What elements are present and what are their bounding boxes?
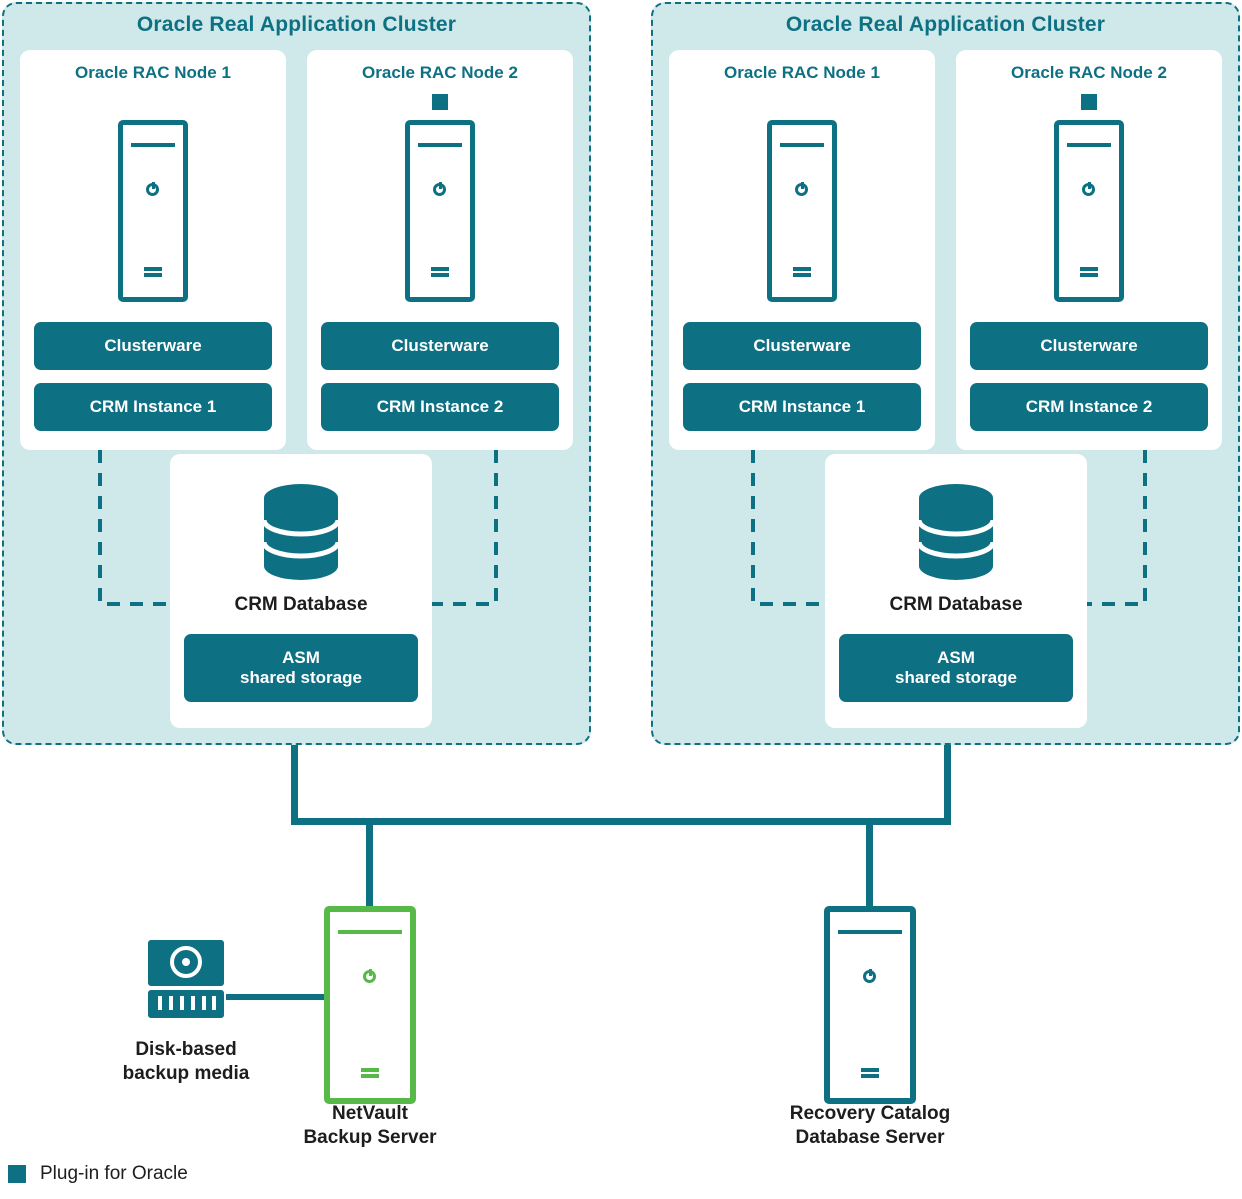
recovery-catalog-database-server (824, 906, 916, 1104)
connector-disk-to-netvault (226, 994, 330, 1000)
clusterware-pill: Clusterware (34, 322, 272, 370)
recovery-catalog-label (740, 1102, 1000, 1150)
power-button-icon (433, 183, 446, 196)
drive-bay-icon (338, 930, 402, 934)
connector-horizontal-bus (291, 818, 951, 825)
asm-line-1: ASM (937, 647, 975, 667)
netvault-backup-server (324, 906, 416, 1104)
cluster-2-title: Oracle Real Application Cluster (785, 13, 1106, 36)
vent-icon (361, 1068, 379, 1078)
crm-database-card-2 (825, 454, 1087, 728)
netvault-backup-server-label (240, 1102, 500, 1150)
connector-cluster2-down (944, 745, 951, 825)
power-button-icon (863, 970, 876, 983)
asm-line-1: ASM (282, 647, 320, 667)
crm-instance-pill: CRM Instance 2 (321, 383, 559, 431)
asm-shared-storage-pill (184, 634, 418, 702)
server-tower-icon (118, 120, 188, 302)
power-button-icon (146, 183, 159, 196)
drive-bay-icon (1067, 143, 1111, 147)
rac-node-card-1-2 (307, 50, 573, 450)
drive-bay-icon (780, 143, 824, 147)
netvault-label-line1: NetVault (331, 1103, 409, 1124)
server-tower-icon (767, 120, 837, 302)
rac-node-card-2-2 (956, 50, 1222, 450)
server-tower-icon (1054, 120, 1124, 302)
disk-backup-media-label-line1: Disk-based (135, 1039, 237, 1060)
server-tower-icon (405, 120, 475, 302)
legend (8, 1163, 188, 1185)
rac-node-2-1-title: Oracle RAC Node 1 (724, 63, 880, 82)
legend-label: Plug-in for Oracle (40, 1163, 188, 1184)
clusterware-pill: Clusterware (683, 322, 921, 370)
power-button-icon (1082, 183, 1095, 196)
asm-line-2: shared storage (895, 668, 1017, 687)
crm-database-label: CRM Database (889, 594, 1023, 615)
disk-backup-media-label-line2: backup media (122, 1062, 250, 1084)
rac-node-card-2-1 (669, 50, 935, 450)
crm-database-label: CRM Database (234, 594, 368, 615)
recovery-catalog-label-line1: Recovery Catalog (789, 1103, 951, 1124)
plugin-for-oracle-marker-icon (1081, 94, 1097, 110)
power-button-icon (363, 970, 376, 983)
asm-line-2: shared storage (240, 668, 362, 687)
disk-backup-media-label (56, 1038, 316, 1086)
server-tower-icon (824, 906, 916, 1104)
connector-to-recovery-catalog (866, 818, 873, 908)
cluster-1-title: Oracle Real Application Cluster (136, 13, 457, 36)
clusterware-pill: Clusterware (321, 322, 559, 370)
connector-cluster1-down (291, 745, 298, 825)
drive-bay-icon (418, 143, 462, 147)
vent-icon (793, 267, 811, 277)
netvault-label-line2: Backup Server (303, 1126, 437, 1148)
server-tower-icon (324, 906, 416, 1104)
vent-icon (144, 267, 162, 277)
disk-array-icon (146, 938, 226, 1020)
rac-node-card-1-1 (20, 50, 286, 450)
asm-shared-storage-pill (839, 634, 1073, 702)
oracle-rac-cluster-2 (651, 2, 1240, 745)
rac-node-1-1-title: Oracle RAC Node 1 (75, 63, 231, 82)
drive-bay-icon (838, 930, 902, 934)
vent-icon (431, 267, 449, 277)
vent-icon (1080, 267, 1098, 277)
recovery-catalog-label-line2: Database Server (795, 1126, 945, 1148)
clusterware-pill: Clusterware (970, 322, 1208, 370)
legend-swatch-plugin-icon (8, 1165, 26, 1183)
database-cylinder-icon (914, 482, 998, 582)
crm-instance-pill: CRM Instance 1 (683, 383, 921, 431)
plugin-for-oracle-marker-icon (432, 94, 448, 110)
rac-node-1-2-title: Oracle RAC Node 2 (362, 63, 518, 82)
crm-instance-pill: CRM Instance 2 (970, 383, 1208, 431)
power-button-icon (795, 183, 808, 196)
oracle-rac-cluster-1 (2, 2, 591, 745)
crm-instance-pill: CRM Instance 1 (34, 383, 272, 431)
crm-database-card-1 (170, 454, 432, 728)
database-cylinder-icon (259, 482, 343, 582)
rac-node-2-2-title: Oracle RAC Node 2 (1011, 63, 1167, 82)
connector-to-netvault-server (366, 818, 373, 908)
drive-bay-icon (131, 143, 175, 147)
vent-icon (861, 1068, 879, 1078)
